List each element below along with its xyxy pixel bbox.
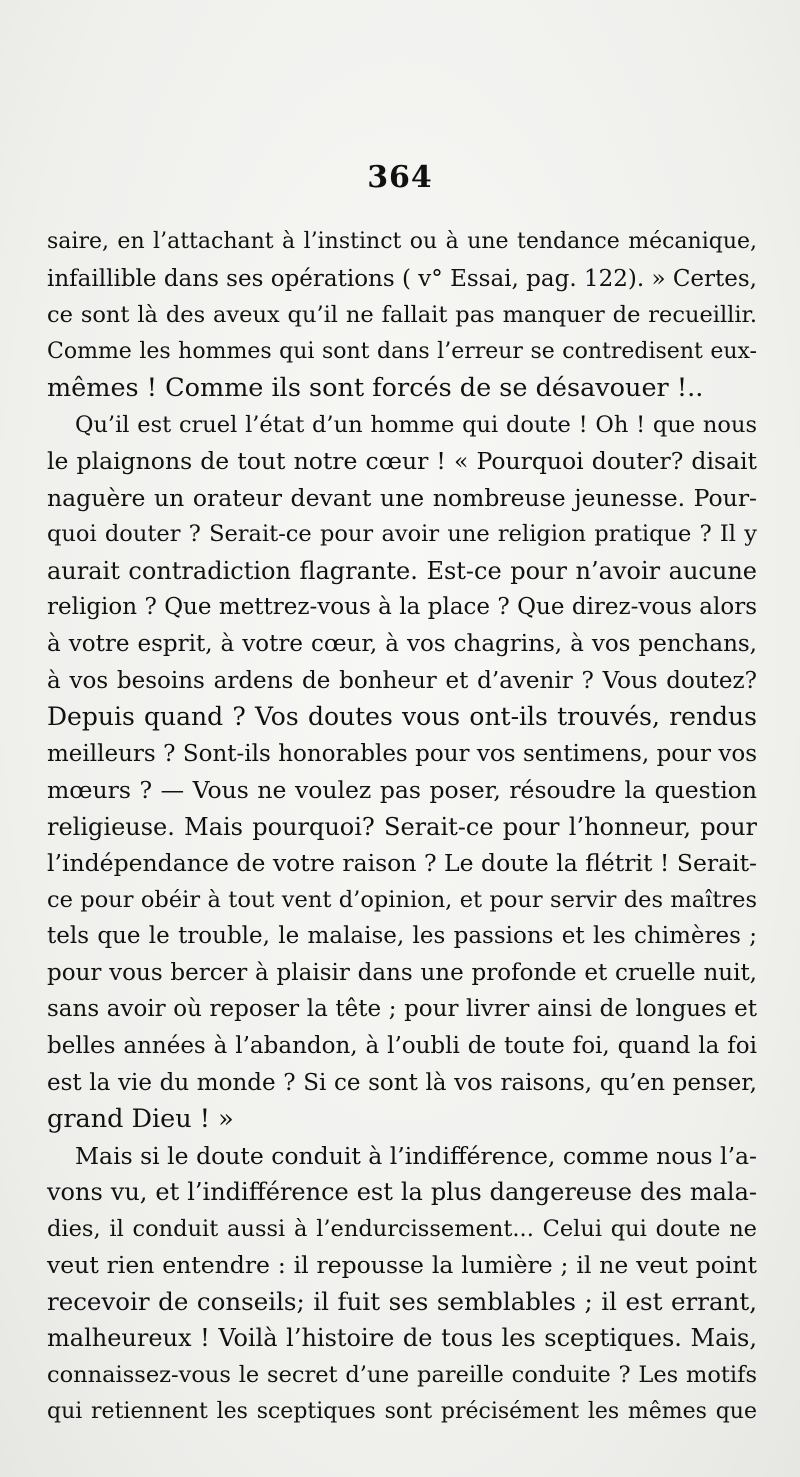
text-line: est la vie du monde ? Si ce sont là vos raisons, qu’en penser, xyxy=(47,1069,757,1096)
text-line: à votre esprit, à votre cœur, à vos chagrins, à vos penchans, xyxy=(47,631,757,658)
text-line: vons vu, et l’indifférence est la plus dangereuse des mala- xyxy=(47,1178,757,1207)
text-line: saire, en l’attachant à l’instinct ou à une tendance mécanique, xyxy=(47,229,757,254)
text-line: à vos besoins ardens de bonheur et d’avenir ? Vous doutez? xyxy=(47,667,757,694)
text-line: ce pour obéir à tout vent d’opinion, et pour servir des maîtres xyxy=(47,886,757,913)
text-line: le plaignons de tout notre cœur ! « Pourquoi douter? disait xyxy=(47,447,757,476)
text-line: religieuse. Mais pourquoi? Serait-ce pour l’honneur, pour xyxy=(47,812,757,841)
page-number: 364 xyxy=(367,160,433,195)
text-line: mœurs ? — Vous ne voulez pas poser, résoudre la question xyxy=(47,776,757,805)
text-line: aurait contradiction flagrante. Est-ce pour n’avoir aucune xyxy=(47,556,757,585)
text-line: pour vous bercer à plaisir dans une profonde et cruelle nuit, xyxy=(47,959,757,986)
text-line: naguère un orateur devant une nombreuse jeunesse. Pour- xyxy=(47,483,757,512)
text-line: Mais si le doute conduit à l’indifférence, comme nous l’a- xyxy=(75,1141,757,1170)
text-line: tels que le trouble, le malaise, les passions et les chimères ; xyxy=(47,923,757,950)
text-line: Comme les hommes qui sont dans l’erreur se contredisent eux- xyxy=(47,338,757,364)
text-line: Depuis quand ? Vos doutes vous ont-ils trouvés, rendus xyxy=(47,702,757,732)
text-line: qui retiennent les sceptiques sont précisément les mêmes que xyxy=(47,1398,757,1424)
text-line: grand Dieu ! » xyxy=(47,1104,234,1135)
text-line: malheureux ! Voilà l’histoire de tous les sceptiques. Mais, xyxy=(47,1324,757,1353)
text-line: religion ? Que mettrez-vous à la place ? Que direz-vous alors xyxy=(47,594,757,621)
text-line: infaillible dans ses opérations ( v° Essai, pag. 122). » Certes, xyxy=(47,265,757,292)
text-line: belles années à l’abandon, à l’oubli de toute foi, quand la foi xyxy=(47,1033,757,1060)
text-line: mêmes ! Comme ils sont forcés de se désavouer !.. xyxy=(47,373,704,404)
text-line: meilleurs ? Sont-ils honorables pour vos sentimens, pour vos xyxy=(47,740,757,767)
text-line: l’indépendance de votre raison ? Le doute la flétrit ! Serait- xyxy=(47,849,757,878)
text-line: connaissez-vous le secret d’une pareille conduite ? Les motifs xyxy=(47,1361,757,1388)
text-line: sans avoir où reposer la tête ; pour livrer ainsi de longues et xyxy=(47,996,757,1023)
text-line: quoi douter ? Serait-ce pour avoir une religion pratique ? Il y xyxy=(47,521,757,548)
page-body-text xyxy=(47,224,757,1430)
text-line: ce sont là des aveux qu’il ne fallait pas manquer de recueillir. xyxy=(47,302,757,329)
text-line: Qu’il est cruel l’état d’un homme qui doute ! Oh ! que nous xyxy=(75,411,757,438)
text-line: dies, il conduit aussi à l’endurcissement... Celui qui doute ne xyxy=(47,1215,757,1242)
text-line: veut rien entendre : il repousse la lumière ; il ne veut point xyxy=(47,1251,757,1280)
text-line: recevoir de conseils; il fuit ses semblables ; il est errant, xyxy=(47,1286,757,1316)
